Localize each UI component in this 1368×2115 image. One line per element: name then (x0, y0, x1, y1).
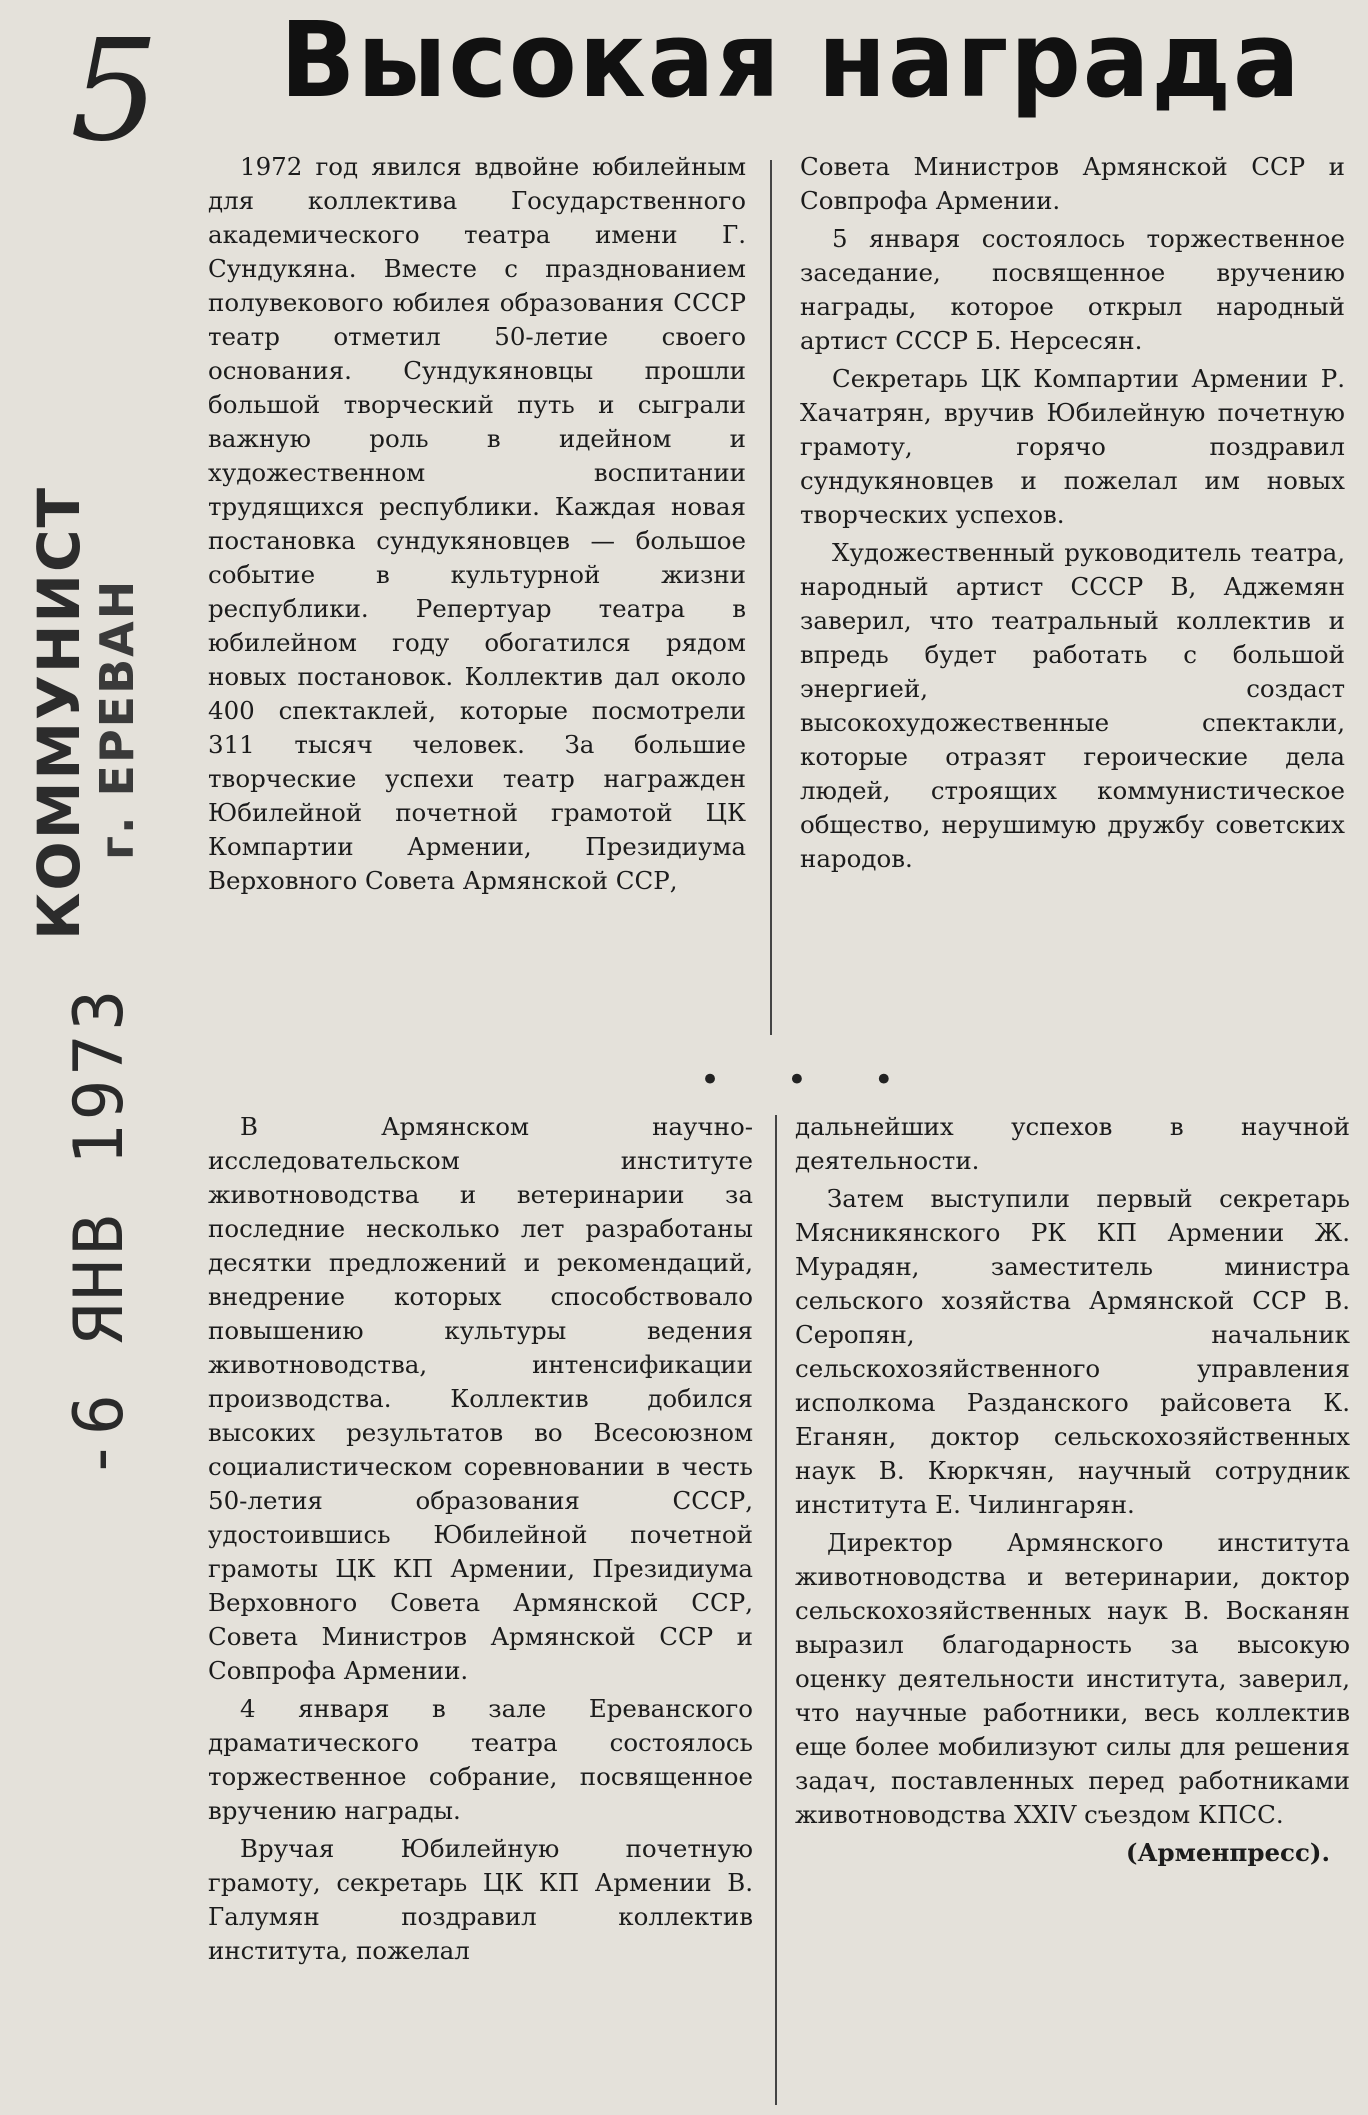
paragraph: В Армянском научно-исследовательском институте животноводства и ветеринарии за последние несколько лет разработаны десятки предложений и рекомендаций, внедрение которых способствовало повышению культуры ведения животноводства, интенсификации производства. Коллектив добился высоких результатов во Всесоюзном социалистическом соревновании в честь 50-летия образования СССР, удостоившись Юбилейной почетной грамоты ЦК КП Армении, Президиума Верховного Совета Армянской ССР, Совета Министров Армянской ССР и Совпрофа Армении. (208, 1112, 753, 1685)
paragraph: Совета Министров Армянской ССР и Совпрофа Армении. (800, 152, 1345, 215)
paragraph: Художественный руководитель театра, народный артист СССР В, Аджемян заверил, что театральный коллектив и впредь будет работать с большой энергией, создаст высокохудожественные спектакли, которые отразят героические дела людей, строящих коммунистическое общество, нерушимую дружбу советских народов. (800, 538, 1345, 873)
paragraph: дальнейших успехов в научной деятельности. (795, 1112, 1350, 1175)
article-separator: • • • (700, 1060, 922, 1100)
newspaper-name: КОММУНИСТ (25, 485, 93, 940)
article2-column1 (208, 1110, 753, 1972)
newspaper-city: г. ЕРЕВАН (90, 578, 144, 860)
handwritten-mark: 5 (70, 10, 160, 173)
signature: (Арменпресс). (1125, 1838, 1330, 1867)
paragraph: 4 января в зале Ереванского драматического театра состоялось торжественное собрание, посвященное вручению награды. (208, 1694, 753, 1825)
paragraph: Вручая Юбилейную почетную грамоту, секретарь ЦК КП Армении В. Галумян поздравил коллектив института, пожелал (208, 1834, 753, 1965)
paragraph: 5 января состоялось торжественное заседание, посвященное вручению награды, которое открыл народный артист СССР Б. Нерсесян. (800, 224, 1345, 355)
article1-column1 (208, 150, 746, 902)
paragraph: 1972 год явился вдвойне юбилейным для коллектива Государственного академического театра имени Г. Сундукяна. Вместе с празднованием полувекового юбилея образования СССР театр отметил 50-летие своего основания. Сундукяновцы прошли большой творческий путь и сыграли важную роль в идейном и художественном воспитании трудящихся республики. Каждая новая постановка сундукяновцев — большое событие в культурной жизни республики. Репертуар театра в юбилейном году обогатился рядом новых постановок. Коллектив дал около 400 спектаклей, которые посмотрели 311 тысяч человек. За большие творческие успехи театр награжден Юбилейной почетной грамотой ЦК Компартии Армении, Президиума Верховного Совета Армянской ССР, (208, 152, 746, 895)
column-divider (770, 160, 772, 1035)
article2-column2 (795, 1110, 1350, 1874)
paragraph: Секретарь ЦК Компартии Армении Р. Хачатрян, вручив Юбилейную почетную грамоту, горячо поздравил сундукяновцев и пожелал им новых творческих успехов. (800, 364, 1345, 529)
headline: Высокая награда (280, 0, 1302, 121)
date-stamp: -6 ЯНВ 1973 (60, 985, 139, 1480)
paragraph: Затем выступили первый секретарь Мясникянского РК КП Армении Ж. Мурадян, заместитель министра сельского хозяйства Армянской ССР В. Серопян, начальник сельскохозяйственного управления исполкома Разданского райсовета К. Еганян, доктор сельскохозяйственных наук В. Кюркчян, научный сотрудник института Е. Чилингарян. (795, 1184, 1350, 1519)
article1-column2 (800, 150, 1345, 880)
paragraph: Директор Армянского института животноводства и ветеринарии, доктор сельскохозяйственных наук В. Восканян выразил благодарность за высокую оценку деятельности института, заверил, что научные работники, весь коллектив еще более мобилизуют силы для решения задач, поставленных перед работниками животноводства XXIV съездом КПСС. (795, 1528, 1350, 1829)
column-divider (775, 1115, 777, 2105)
